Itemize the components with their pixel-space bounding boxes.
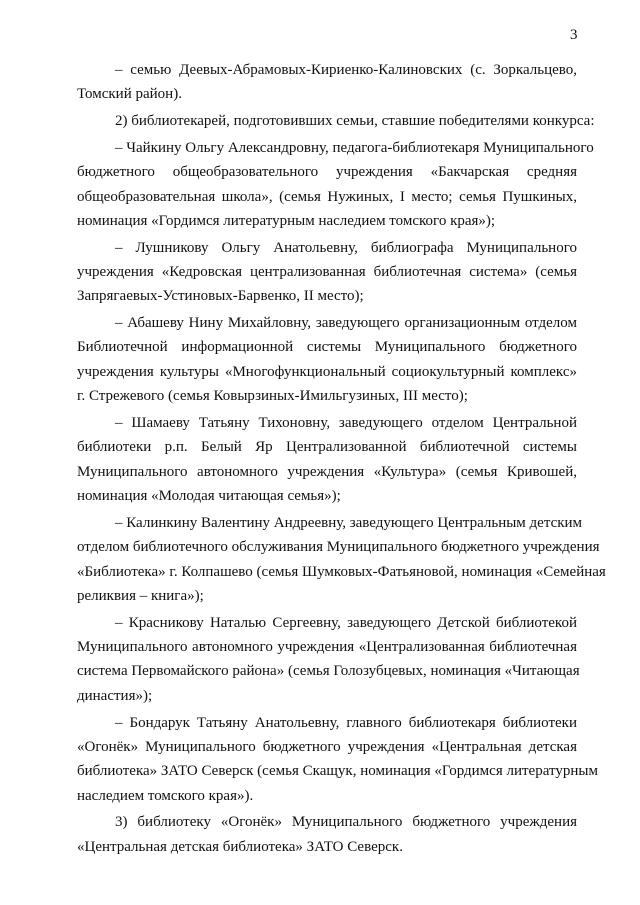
text-line: Муниципального автономного учреждения «Культура» (семья Кривошей, bbox=[77, 463, 577, 480]
text-line: Муниципального автономного учреждения «Централизованная библиотечная bbox=[77, 639, 577, 656]
paragraph bbox=[77, 236, 577, 309]
text-line: – семью Деевых-Абрамовых-Кириенко-Калиновских (с. Зоркальцево, bbox=[115, 62, 577, 78]
text-line: учреждения культуры «Многофункциональный социокультурный комплекс» bbox=[77, 363, 577, 380]
text-line: наследием томского края»). bbox=[77, 787, 254, 804]
text-line: Запрягаевых-Устиновых-Барвенко, II место); bbox=[77, 288, 364, 305]
text-line: библиотека» ЗАТО Северск (семья Скащук, номинация «Гордимся литературным bbox=[77, 763, 598, 780]
text-line: реликвия – книга»); bbox=[77, 587, 204, 604]
text-line: – Чайкину Ольгу Александровну, педагога-библиотекаря Муниципального bbox=[115, 139, 594, 156]
text-line: – Красникову Наталью Сергеевну, заведующего Детской библиотекой bbox=[115, 614, 577, 631]
paragraph bbox=[77, 511, 606, 609]
text-line: – Абашеву Нину Михайловну, заведующего организационным отделом bbox=[115, 315, 577, 332]
text-line: «Огонёк» Муниципального бюджетного учреждения «Центральная детская bbox=[77, 738, 577, 755]
page-number: 3 bbox=[570, 27, 578, 43]
text-line: Библиотечной информационной системы Муниципального бюджетного bbox=[77, 339, 577, 356]
text-line: 3) библиотеку «Огонёк» Муниципального бюджетного учреждения bbox=[115, 814, 577, 831]
paragraph bbox=[77, 711, 598, 809]
text-line: «Центральная детская библиотека» ЗАТО Северск. bbox=[77, 838, 403, 855]
paragraph bbox=[77, 311, 577, 409]
paragraph bbox=[77, 136, 594, 234]
text-line: номинация «Гордимся литературным наследием томского края»); bbox=[77, 212, 496, 229]
text-line: – Бондарук Татьяну Анатольевну, главного библиотекаря библиотеки bbox=[115, 714, 577, 731]
text-line: «Библиотека» г. Колпашево (семья Шумковых-Фатьяновой, номинация «Семейная bbox=[77, 563, 606, 580]
paragraph bbox=[77, 810, 577, 859]
text-line: общеобразовательная школа», (семья Нужиных, I место; семья Пушкиных, bbox=[77, 188, 577, 205]
text-line: отделом библиотечного обслуживания Муниципального бюджетного учреждения bbox=[77, 539, 600, 556]
text-line: династия»); bbox=[77, 687, 153, 704]
text-line: 2) библиотекарей, подготовивших семьи, ставшие победителями конкурса: bbox=[115, 113, 595, 130]
paragraph bbox=[77, 411, 577, 509]
text-line: учреждения «Кедровская централизованная библиотечная система» (семья bbox=[77, 264, 577, 281]
text-line: номинация «Молодая читающая семья»); bbox=[77, 488, 341, 505]
text-line: – Лушникову Ольгу Анатольевну, библиографа Муниципального bbox=[115, 239, 577, 256]
paragraph bbox=[77, 58, 577, 107]
text-line: – Калинкину Валентину Андреевну, заведующего Центральным детским bbox=[115, 514, 583, 531]
text-line: Томский район). bbox=[77, 86, 182, 103]
text-line: г. Стрежевого (семья Ковырзиных-Имильгузиных, III место); bbox=[77, 388, 468, 405]
text-line: система Первомайского района» (семья Голозубцевых, номинация «Читающая bbox=[77, 663, 580, 680]
text-line: библиотеки р.п. Белый Яр Централизованной библиотечной системы bbox=[77, 439, 577, 456]
paragraph bbox=[77, 109, 595, 133]
document-body bbox=[77, 58, 606, 861]
paragraph bbox=[77, 611, 580, 709]
text-line: – Шамаеву Татьяну Тихоновну, заведующего отделом Центральной bbox=[115, 414, 577, 431]
text-line: бюджетного общеобразовательного учреждения «Бакчарская средняя bbox=[77, 164, 577, 181]
